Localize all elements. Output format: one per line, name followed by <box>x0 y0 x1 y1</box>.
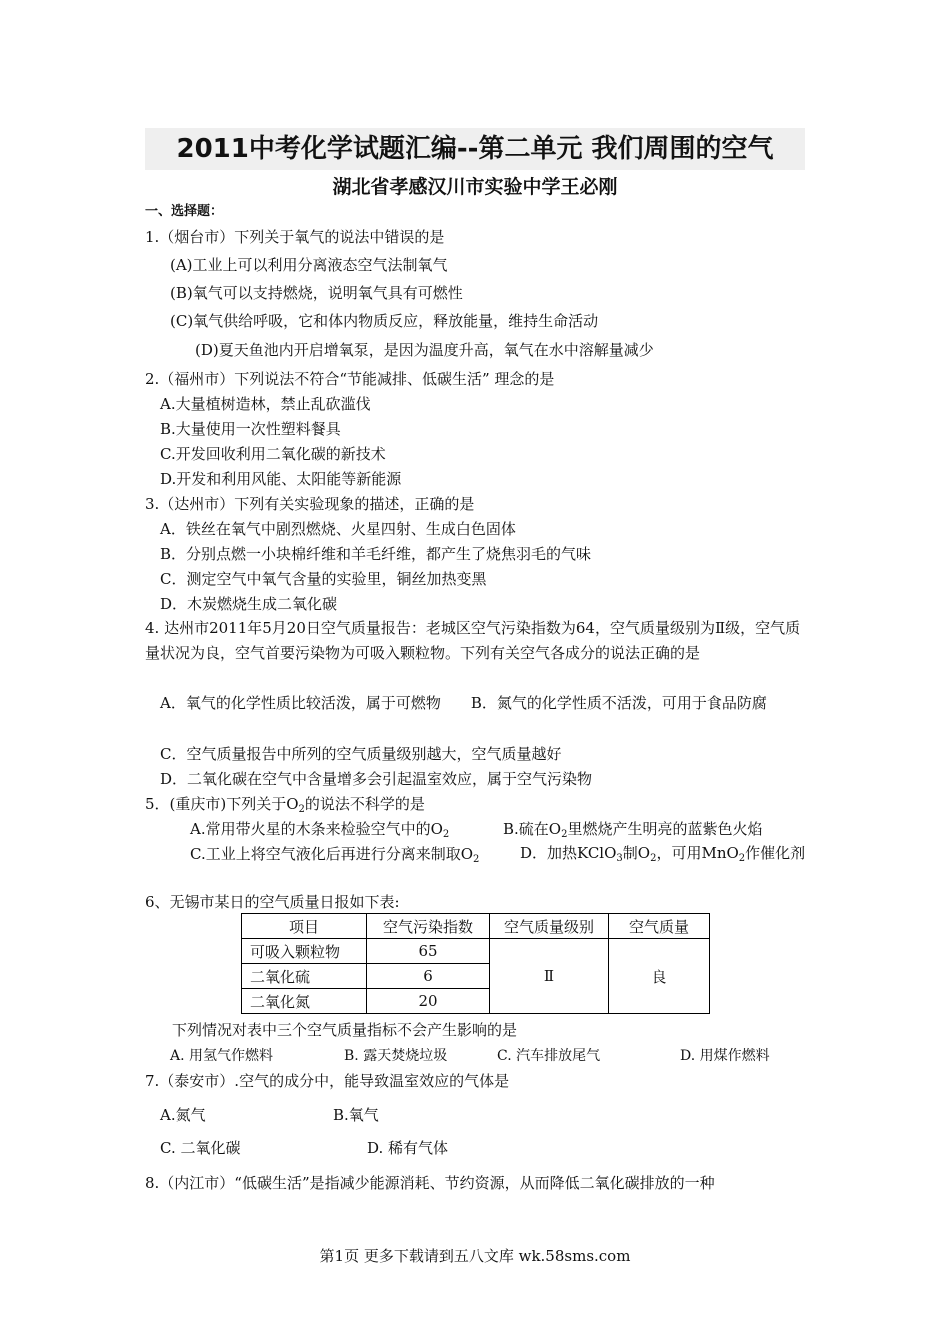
table-cell-index: 20 <box>367 989 490 1014</box>
table-header-row <box>242 914 710 939</box>
section-heading: 一、选择题： <box>145 204 224 219</box>
q3-option-d: D．木炭燃烧生成二氧化碳 <box>160 595 338 613</box>
table-cell-level: Ⅱ <box>490 939 609 1014</box>
q3-option-a: A．铁丝在氧气中剧烈燃烧、火星四射、生成白色固体 <box>160 520 516 538</box>
q2-option-c: C.开发回收利用二氧化碳的新技术 <box>160 445 386 463</box>
table-header-cell: 空气质量 <box>609 914 710 939</box>
q7-stem: 7.（泰安市）.空气的成分中，能导致温室效应的气体是 <box>145 1072 510 1090</box>
table-header-cell: 空气质量级别 <box>490 914 609 939</box>
table-cell-item: 二氧化氮 <box>242 989 367 1014</box>
q6-question: 下列情况对表中三个空气质量指标不会产生影响的是 <box>172 1021 518 1039</box>
q4-options-ab <box>145 691 807 716</box>
q1-option-c: (C)氧气供给呼吸，它和体内物质反应，释放能量，维持生命活动 <box>170 312 599 330</box>
q5-option-a: A.常用带火星的木条来检验空气中的$O_2$ <box>190 820 450 840</box>
table-header-cell: 空气污染指数 <box>367 914 490 939</box>
table-cell-index: 65 <box>367 939 490 964</box>
q7-option-a: A.氮气 <box>160 1106 206 1124</box>
q2-option-b: B.大量使用一次性塑料餐具 <box>160 420 341 438</box>
q4-option-a: A．氧气的化学性质比较活泼，属于可燃物 <box>160 694 441 712</box>
q7-option-d: D. 稀有气体 <box>367 1139 449 1157</box>
q1-option-d: (D)夏天鱼池内开启增氧泵，是因为温度升高，氧气在水中溶解量减少 <box>195 341 654 359</box>
q3-option-b: B．分别点燃一小块棉纤维和羊毛纤维，都产生了烧焦羽毛的气味 <box>160 545 592 563</box>
q4-option-b: B．氮气的化学性质不活泼，可用于食品防腐 <box>470 694 767 712</box>
q6-option-a: A. 用氢气作燃料 <box>170 1048 274 1064</box>
air-quality-table <box>241 913 710 1014</box>
q2-stem: 2.（福州市）下列说法不符合“节能减排、低碳生活” 理念的是 <box>145 370 555 388</box>
q5-option-c: C.工业上将空气液化后再进行分离来制取$O_2$ <box>190 845 480 865</box>
q5-option-d: D．加热KClO$_3$制$O_2$，可用MnO$_2$作催化剂 <box>520 844 806 864</box>
q6-option-b: B. 露天焚烧垃圾 <box>344 1048 448 1064</box>
q2-option-a: A.大量植树造林，禁止乱砍滥伐 <box>160 395 371 413</box>
q4-option-d: D．二氧化碳在空气中含量增多会引起温室效应，属于空气污染物 <box>160 770 593 788</box>
q4-option-c: C．空气质量报告中所列的空气质量级别越大，空气质量越好 <box>160 745 562 763</box>
q2-option-d: D.开发和利用风能、太阳能等新能源 <box>160 470 402 488</box>
q5-option-b: B.硫在$O_2$里燃烧产生明亮的蓝紫色火焰 <box>503 820 763 840</box>
q4-stem: 4. 达州市2011年5月20日空气质量报告：老城区空气污染指数为64，空气质量级别为Ⅱ级，空气质量状况为良，空气首要污染物为可吸入颗粒物。下列有关空气各成分的说法正确的是 <box>145 619 801 662</box>
q1-option-a: (A)工业上可以利用分离液态空气法制氧气 <box>170 256 448 274</box>
table-cell-quality: 良 <box>609 939 710 1014</box>
page-title: 2011中考化学试题汇编--第二单元 我们周围的空气 <box>145 128 805 170</box>
q6-option-c: C. 汽车排放尾气 <box>497 1048 601 1064</box>
q6-option-d: D. 用煤作燃料 <box>680 1048 770 1064</box>
table-header-cell: 项目 <box>242 914 367 939</box>
q1-option-b: (B)氧气可以支持燃烧，说明氧气具有可燃性 <box>170 284 463 302</box>
q7-option-c: C. 二氧化碳 <box>160 1139 241 1157</box>
table-row <box>242 939 710 964</box>
q3-option-c: C．测定空气中氧气含量的实验里，铜丝加热变黑 <box>160 570 487 588</box>
q6-stem: 6、无锡市某日的空气质量日报如下表: <box>145 893 400 911</box>
table-cell-index: 6 <box>367 964 490 989</box>
q8-stem: 8.（内江市）“低碳生活”是指减少能源消耗、节约资源，从而降低二氧化碳排放的一种 <box>145 1174 715 1192</box>
q7-option-b: B.氧气 <box>333 1106 379 1124</box>
table-cell-item: 二氧化硫 <box>242 964 367 989</box>
page-footer: 第1页 更多下载请到五八文库 wk.58sms.com <box>319 1247 631 1265</box>
author-line: 湖北省孝感汉川市实验中学王必刚 <box>332 176 618 198</box>
q1-stem: 1.（烟台市）下列关于氧气的说法中错误的是 <box>145 228 445 246</box>
q5-stem: 5．(重庆市)下列关于$O_2$的说法不科学的是 <box>145 795 425 815</box>
table-cell-item: 可吸入颗粒物 <box>242 939 367 964</box>
q3-stem: 3.（达州市）下列有关实验现象的描述，正确的是 <box>145 495 475 513</box>
